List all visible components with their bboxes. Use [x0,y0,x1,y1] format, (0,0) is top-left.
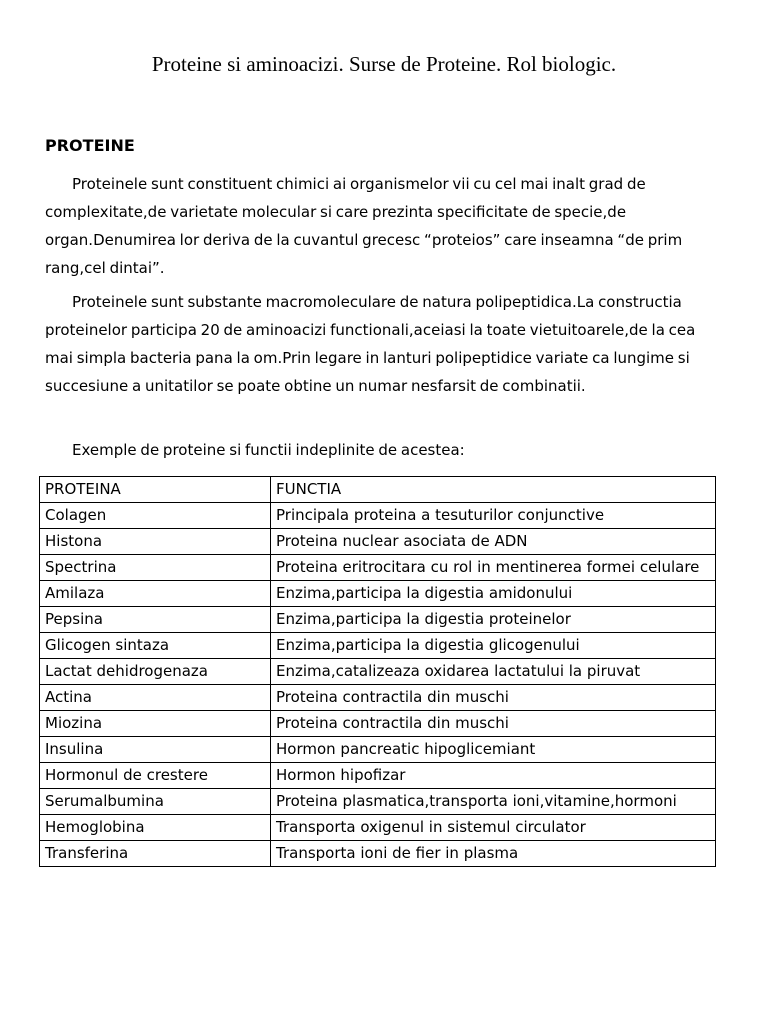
protein-function-cell: Enzima,participa la digestia glicogenului [271,633,716,659]
protein-function-cell: Hormon pancreatic hipoglicemiant [271,737,716,763]
column-header-function: FUNCTIA [271,477,716,503]
protein-function-cell: Transporta oxigenul in sistemul circulator [271,815,716,841]
table-row [40,529,716,555]
protein-function-cell: Proteina eritrocitara cu rol in mentinerea formei celulare [271,555,716,581]
protein-function-cell: Enzima,participa la digestia proteinelor [271,607,716,633]
table-row [40,763,716,789]
column-header-protein: PROTEINA [40,477,271,503]
protein-name-cell: Pepsina [40,607,271,633]
protein-function-cell: Hormon hipofizar [271,763,716,789]
protein-function-cell: Enzima,participa la digestia amidonului [271,581,716,607]
protein-function-cell: Proteina contractila din muschi [271,711,716,737]
protein-name-cell: Lactat dehidrogenaza [40,659,271,685]
protein-name-cell: Serumalbumina [40,789,271,815]
protein-name-cell: Hormonul de crestere [40,763,271,789]
table-row [40,737,716,763]
table-row [40,607,716,633]
protein-function-cell: Transporta ioni de fier in plasma [271,841,716,867]
document-title: Proteine si aminoacizi. Surse de Proteine. Rol biologic. [151,52,617,76]
protein-function-cell: Proteina contractila din muschi [271,685,716,711]
protein-name-cell: Spectrina [40,555,271,581]
table-row [40,555,716,581]
paragraph-structure: Proteinele sunt substante macromoleculare de natura polipeptidica.La constructia proteinelor participa 20 de aminoacizi functionali,aceiasi la toate vietuitoarele,de la cea mai simpla bacteria pana la om.Prin legare in lanturi polipeptidice variate ca lungime si succesiune a unitatilor se poate obtine un numar nesfarsit de combinatii. [45,293,696,395]
protein-name-cell: Histona [40,529,271,555]
protein-name-cell: Glicogen sintaza [40,633,271,659]
protein-name-cell: Hemoglobina [40,815,271,841]
table-row [40,633,716,659]
protein-name-cell: Amilaza [40,581,271,607]
table-row [40,815,716,841]
protein-name-cell: Colagen [40,503,271,529]
paragraph-definition: Proteinele sunt constituent chimici ai organismelor vii cu cel mai inalt grad de complexitate,de varietate molecular si care prezinta specificitate de specie,de organ.Denumirea lor deriva de la cuvantul grecesc “proteios” care inseamna “de prim rang,cel dintai”. [45,175,683,277]
protein-function-cell: Principala proteina a tesuturilor conjunctive [271,503,716,529]
table-row [40,685,716,711]
table-row [40,841,716,867]
section-heading: PROTEINE [45,136,135,155]
protein-function-cell: Proteina nuclear asociata de ADN [271,529,716,555]
table-header-row [40,477,716,503]
table-row [40,711,716,737]
paragraph-table-intro: Exemple de proteine si functii indeplinite de acestea: [72,441,465,459]
protein-function-cell: Proteina plasmatica,transporta ioni,vitamine,hormoni [271,789,716,815]
protein-name-cell: Insulina [40,737,271,763]
protein-name-cell: Transferina [40,841,271,867]
table-row [40,659,716,685]
table-row [40,503,716,529]
protein-name-cell: Miozina [40,711,271,737]
table-row [40,789,716,815]
protein-function-table [39,476,716,867]
protein-name-cell: Actina [40,685,271,711]
table-row [40,581,716,607]
protein-function-cell: Enzima,catalizeaza oxidarea lactatului la piruvat [271,659,716,685]
